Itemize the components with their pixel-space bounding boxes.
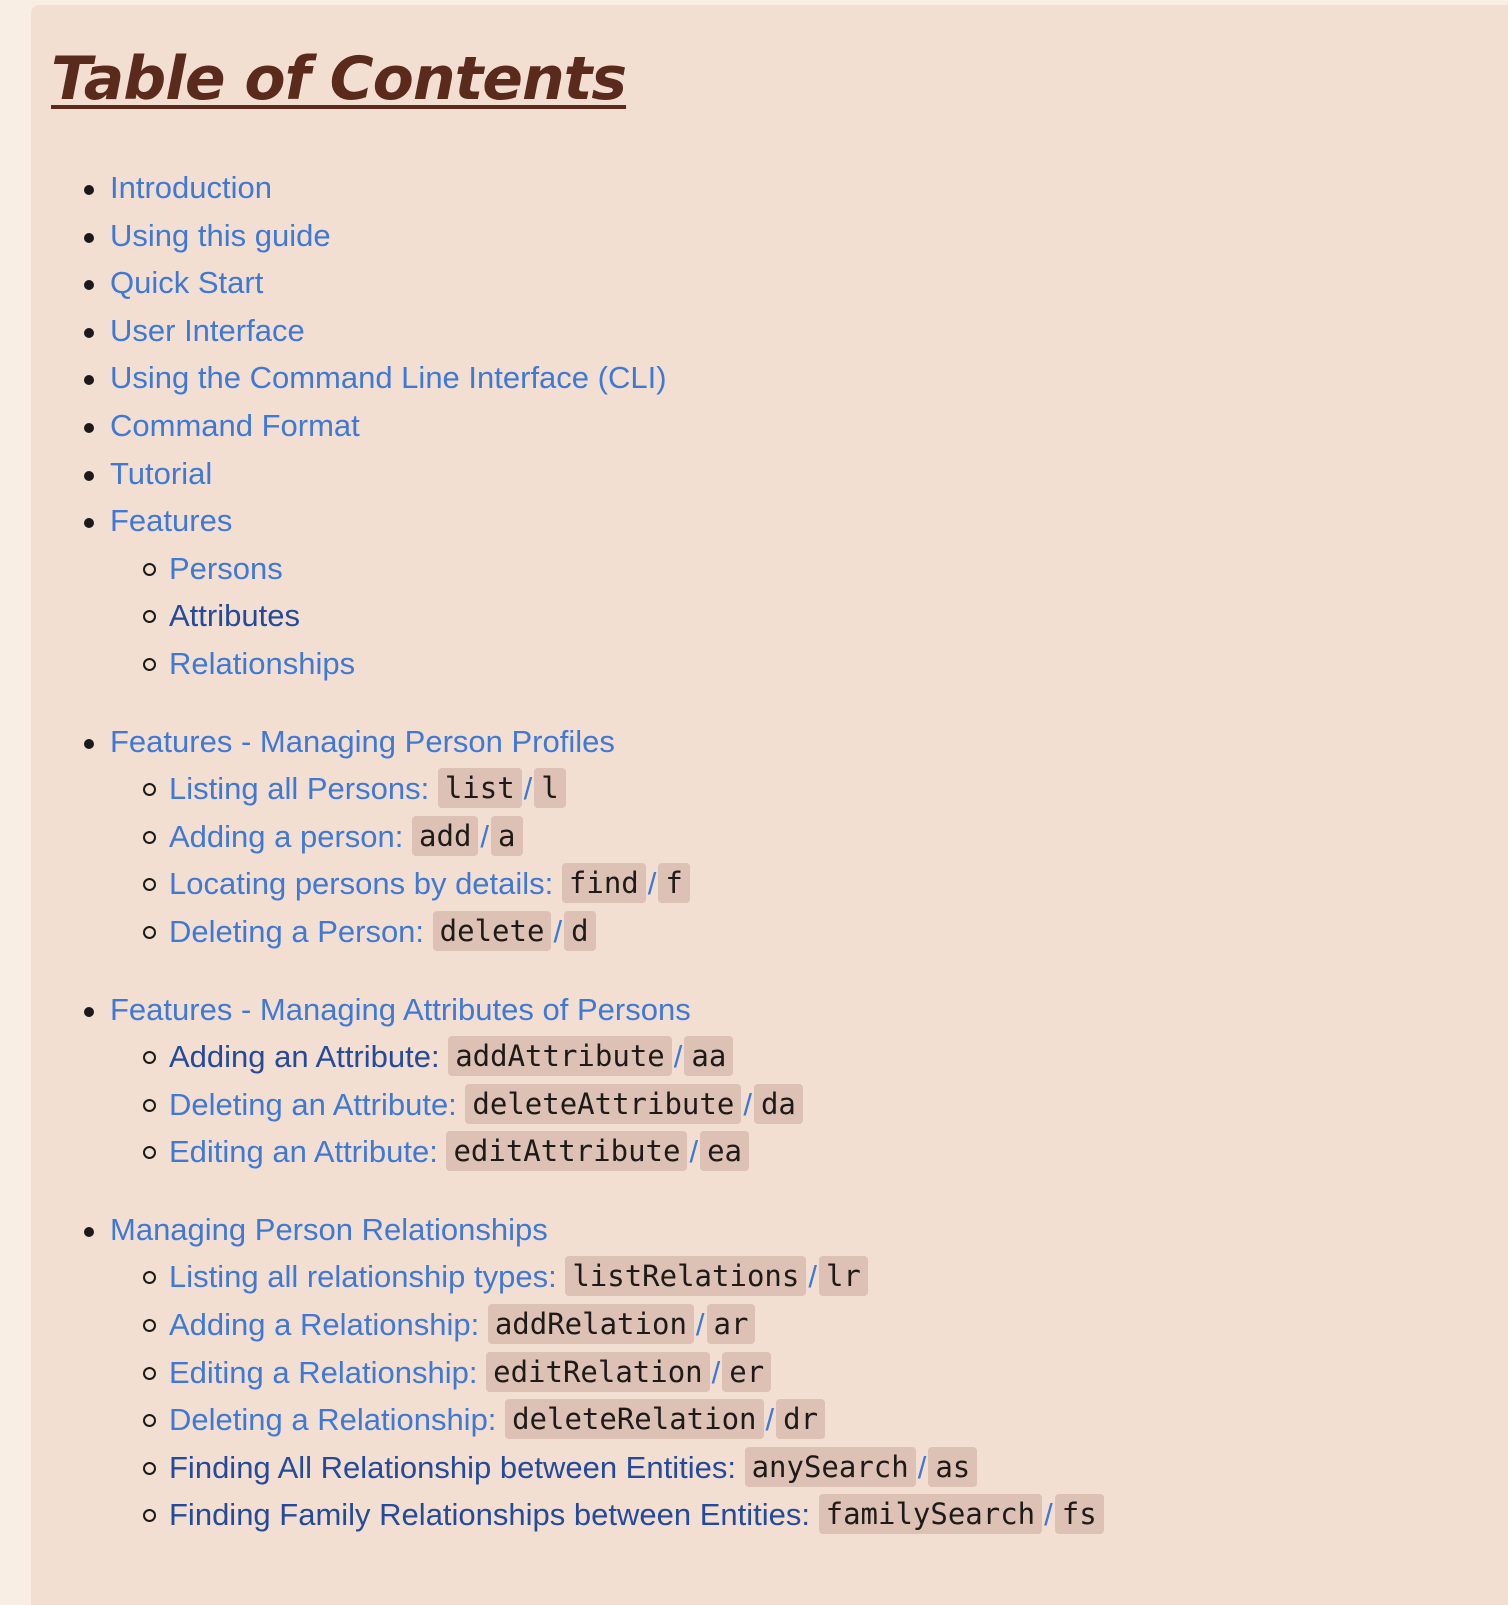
toc-panel — [31, 5, 1508, 1605]
command-alias: a — [491, 816, 522, 856]
toc-subitem — [169, 1033, 1104, 1081]
toc-link-edit-relation[interactable] — [169, 1355, 771, 1390]
toc-sublist — [110, 1253, 1104, 1539]
toc-link-command-format[interactable]: Command Format — [110, 407, 360, 443]
toc-link-persons[interactable]: Persons — [169, 550, 283, 586]
separator: / — [808, 1259, 817, 1295]
toc-link-label: Locating persons by details: — [169, 866, 554, 902]
command-alias: d — [564, 911, 595, 951]
command-alias: ea — [700, 1131, 749, 1171]
toc-subitem — [169, 860, 1104, 908]
toc-item — [110, 212, 1104, 260]
toc-link-edit-attribute[interactable] — [169, 1134, 749, 1169]
separator: / — [647, 866, 657, 902]
command-code: editAttribute — [446, 1131, 687, 1171]
toc-link-cli[interactable]: Using the Command Line Interface (CLI) — [110, 360, 667, 396]
toc-list — [31, 164, 1104, 1539]
command-code: anySearch — [745, 1447, 916, 1487]
toc-link-label: Deleting a Relationship: — [169, 1402, 497, 1438]
toc-item — [110, 497, 1104, 687]
command-code: familySearch — [819, 1494, 1043, 1534]
toc-link-label: Adding a Relationship: — [169, 1307, 480, 1343]
toc-subitem — [169, 1396, 1104, 1444]
toc-item — [110, 1206, 1104, 1539]
command-code: addAttribute — [448, 1036, 672, 1076]
toc-link-managing-relationships[interactable]: Managing Person Relationships — [110, 1211, 548, 1247]
separator: / — [673, 1039, 683, 1075]
separator: / — [553, 913, 563, 949]
toc-link-user-interface[interactable]: User Interface — [110, 312, 305, 348]
toc-item — [110, 986, 1104, 1176]
toc-sublist — [110, 1033, 1104, 1176]
toc-subitem — [169, 765, 1104, 813]
toc-link-label: Adding an Attribute: — [169, 1039, 440, 1075]
toc-subitem — [169, 1128, 1104, 1176]
separator: / — [695, 1307, 705, 1343]
command-alias: ar — [707, 1304, 756, 1344]
toc-link-list-relations[interactable] — [169, 1259, 868, 1294]
toc-link-label: Deleting an Attribute: — [169, 1086, 457, 1122]
separator: / — [765, 1402, 775, 1438]
command-code: delete — [433, 911, 552, 951]
command-code: addRelation — [488, 1304, 694, 1344]
toc-subitem — [169, 1349, 1104, 1397]
toc-sublist — [110, 545, 1104, 688]
command-alias: aa — [684, 1036, 733, 1076]
toc-subitem — [169, 592, 1104, 640]
command-alias: da — [754, 1084, 803, 1124]
toc-link-features[interactable]: Features — [110, 503, 233, 539]
toc-subitem — [169, 813, 1104, 861]
toc-link-family-search[interactable] — [169, 1497, 1104, 1532]
separator: / — [689, 1134, 699, 1170]
toc-link-label: Finding Family Relationships between Entities: — [169, 1497, 810, 1533]
command-alias: as — [928, 1447, 977, 1487]
toc-link-introduction[interactable]: Introduction — [110, 170, 272, 205]
toc-item — [110, 164, 1104, 212]
toc-item — [110, 354, 1104, 402]
toc-link-add-relation[interactable] — [169, 1307, 755, 1342]
toc-item — [110, 718, 1104, 956]
toc-link-delete-person[interactable] — [169, 914, 596, 949]
command-alias: fs — [1055, 1494, 1104, 1534]
toc-link-label: Finding All Relationship between Entities: — [169, 1449, 736, 1485]
command-alias: lr — [819, 1256, 868, 1296]
page-title: Table of Contents — [51, 44, 627, 114]
toc-link-add-attribute[interactable] — [169, 1039, 733, 1074]
toc-link-managing-person-profiles[interactable]: Features - Managing Person Profiles — [110, 723, 615, 759]
command-alias: f — [658, 863, 689, 903]
toc-link-label: Deleting a Person: — [169, 913, 425, 949]
toc-link-label: Editing an Attribute: — [169, 1134, 438, 1170]
command-code: listRelations — [565, 1256, 806, 1296]
command-code: list — [438, 768, 522, 808]
toc-link-label: Editing a Relationship: — [169, 1354, 478, 1390]
toc-link-any-search[interactable] — [169, 1450, 977, 1485]
separator: / — [743, 1086, 752, 1122]
separator: / — [917, 1449, 927, 1485]
toc-link-relationships[interactable]: Relationships — [169, 645, 356, 681]
toc-link-using-this-guide[interactable]: Using this guide — [110, 217, 331, 253]
toc-link-find-persons[interactable] — [169, 866, 690, 901]
toc-link-label: Listing all relationship types: — [169, 1259, 557, 1295]
command-code: deleteRelation — [505, 1399, 763, 1439]
toc-subitem — [169, 640, 1104, 688]
command-code: deleteAttribute — [465, 1084, 741, 1124]
toc-link-delete-attribute[interactable] — [169, 1087, 803, 1122]
toc-link-list-persons[interactable] — [169, 771, 566, 806]
toc-link-delete-relation[interactable] — [169, 1402, 825, 1437]
toc-subitem — [169, 1081, 1104, 1129]
toc-item — [110, 259, 1104, 307]
separator: / — [1044, 1497, 1053, 1533]
toc-item — [110, 450, 1104, 498]
toc-link-label: Listing all Persons: — [169, 771, 430, 807]
command-alias: er — [722, 1352, 771, 1392]
separator: / — [480, 818, 490, 854]
toc-link-managing-attributes[interactable]: Features - Managing Attributes of Persons — [110, 991, 691, 1027]
toc-item — [110, 402, 1104, 450]
toc-subitem — [169, 1444, 1104, 1492]
command-alias: dr — [776, 1399, 825, 1439]
separator: / — [523, 771, 533, 807]
toc-subitem — [169, 1301, 1104, 1349]
toc-subitem — [169, 908, 1104, 956]
toc-link-add-person[interactable] — [169, 819, 523, 854]
command-code: editRelation — [486, 1352, 710, 1392]
toc-link-quick-start[interactable]: Quick Start — [110, 265, 264, 301]
separator: / — [711, 1354, 721, 1390]
toc-subitem — [169, 1253, 1104, 1301]
toc-sublist — [110, 765, 1104, 955]
toc-link-tutorial[interactable]: Tutorial — [110, 455, 213, 491]
command-code: add — [412, 816, 478, 856]
toc-link-attributes[interactable]: Attributes — [169, 598, 300, 634]
command-alias: l — [534, 768, 565, 808]
toc-item — [110, 307, 1104, 355]
toc-link-label: Adding a person: — [169, 818, 404, 854]
command-code: find — [562, 863, 646, 903]
toc-subitem — [169, 545, 1104, 593]
toc-subitem — [169, 1491, 1104, 1539]
